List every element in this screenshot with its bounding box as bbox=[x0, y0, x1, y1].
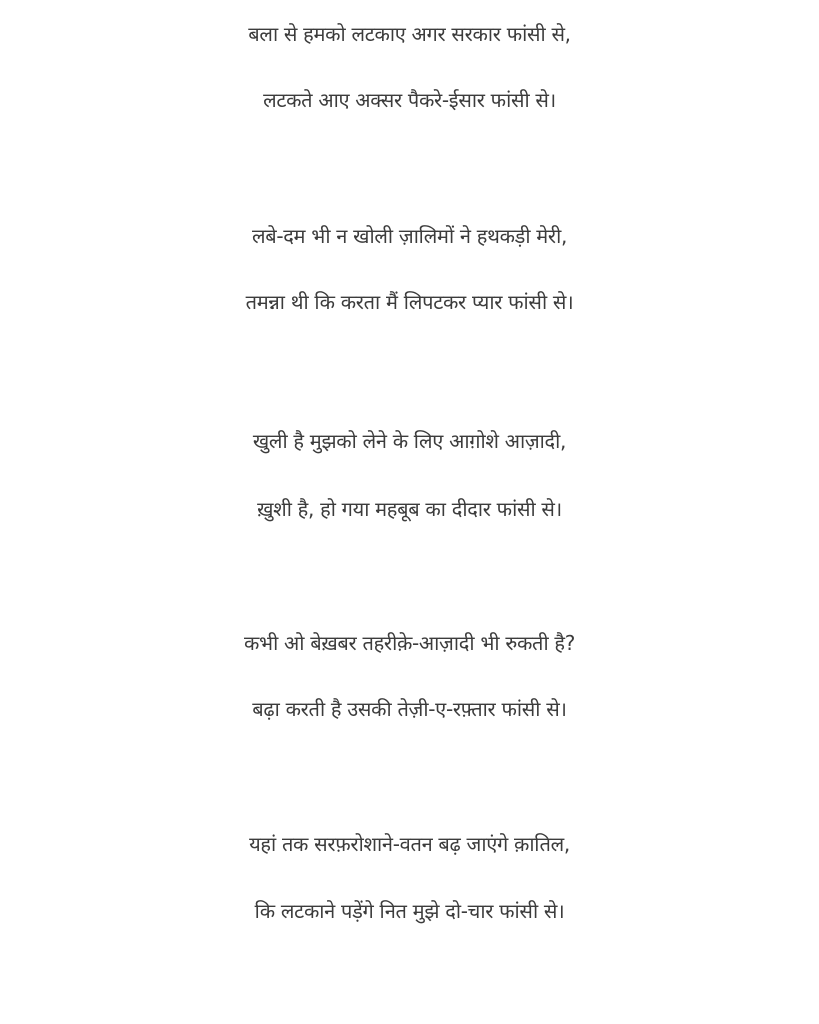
poem-line: लबे-दम भी न खोली ज़ालिमों ने हथकड़ी मेरी, bbox=[251, 224, 568, 248]
poem-line: कभी ओ बेख़बर तहरीके़-आज़ादी भी रुकती है? bbox=[243, 631, 576, 655]
poem-line: कि लटकाने पड़ेंगे नित मुझे दो-चार फांसी से। bbox=[254, 899, 565, 923]
poem-line: बला से हमको लटकाए अगर सरकार फांसी से, bbox=[248, 22, 571, 46]
poem-line: लटकते आए अक्सर पैकरे-ईसार फांसी से। bbox=[263, 88, 556, 112]
poem-line: खुली है मुझको लेने के लिए आग़ोशे आज़ादी, bbox=[252, 429, 567, 453]
poem-line: बढ़ा करती है उसकी तेज़ी-ए-रफ़्तार फांसी से। bbox=[252, 697, 567, 721]
poem-line: ख़ुशी है, हो गया महबूब का दीदार फांसी से। bbox=[257, 497, 562, 521]
poem-line: तमन्ना थी कि करता मैं लिपटकर प्यार फांसी से। bbox=[245, 290, 574, 314]
poem-line: यहां तक सरफ़रोशाने-वतन बढ़ जाएंगे क़ातिल, bbox=[249, 832, 570, 856]
